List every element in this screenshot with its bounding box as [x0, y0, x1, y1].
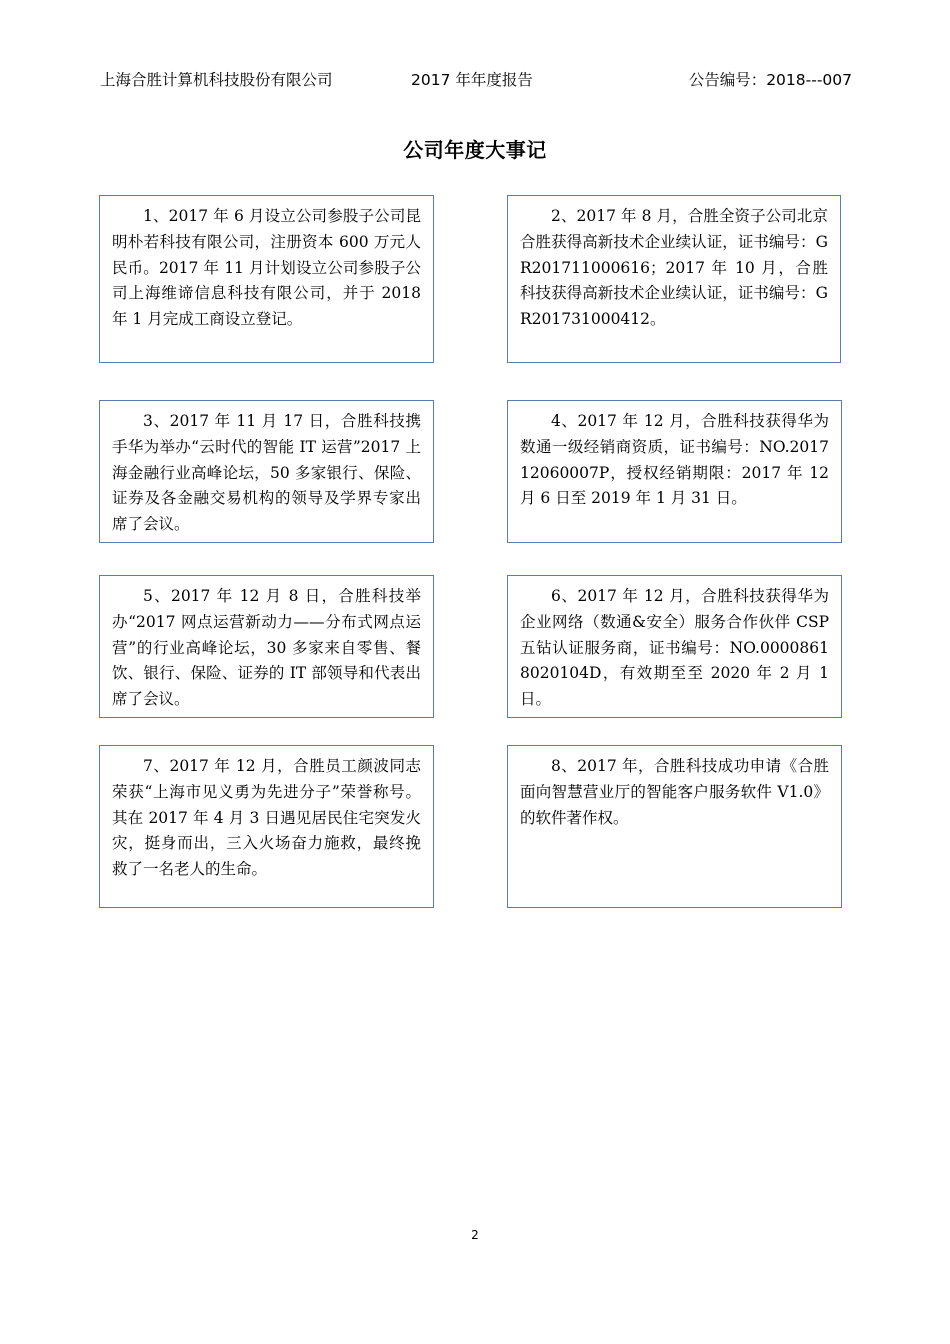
header-announcement-number: 公告编号：2018---007	[688, 71, 852, 89]
event-box-1: 1、2017 年 6 月设立公司参股子公司昆明朴若科技有限公司，注册资本 600 万元人民币。2017 年 11 月计划设立公司参股子公司上海维谛信息科技有限公司，并于 2018 年 1 月完成工商设立登记。	[99, 195, 434, 363]
header-report-title: 2017 年年度报告	[411, 71, 533, 89]
event-box-6: 6、2017 年 12 月，合胜科技获得华为企业网络（数通&安全）服务合作伙伴 CSP 五钻认证服务商，证书编号：NO.00008618020104D，有效期至至 2020 年 2 月 1 日。	[507, 575, 842, 718]
page-header	[0, 68, 950, 92]
page-title: 公司年度大事记	[403, 138, 547, 162]
page-number: 2	[471, 1228, 479, 1242]
header-company-name: 上海合胜计算机科技股份有限公司	[100, 71, 333, 89]
event-box-4: 4、2017 年 12 月，合胜科技获得华为数通一级经销商资质，证书编号：NO.201712060007P，授权经销期限：2017 年 12 月 6 日至 2019 年 1 月 31 日。	[507, 400, 842, 543]
event-box-5: 5、2017 年 12 月 8 日，合胜科技举办“2017 网点运营新动力——分布式网点运营”的行业高峰论坛，30 多家来自零售、餐饮、银行、保险、证券的 IT 部领导和代表出席了会议。	[99, 575, 434, 718]
event-box-7: 7、2017 年 12 月，合胜员工颜波同志荣获“上海市见义勇为先进分子”荣誉称号。其在 2017 年 4 月 3 日遇见居民住宅突发火灾，挺身而出，三入火场奋力施救，最终挽救了一名老人的生命。	[99, 745, 434, 908]
event-box-3: 3、2017 年 11 月 17 日，合胜科技携手华为举办“云时代的智能 IT 运营”2017 上海金融行业高峰论坛，50 多家银行、保险、证券及各金融交易机构的领导及学界专家出席了会议。	[99, 400, 434, 543]
event-box-2: 2、2017 年 8 月，合胜全资子公司北京合胜获得高新技术企业续认证，证书编号：GR201711000616；2017 年 10 月，合胜科技获得高新技术企业续认证，证书编号：GR201731000412。	[507, 195, 841, 363]
event-box-8: 8、2017 年，合胜科技成功申请《合胜面向智慧营业厅的智能客户服务软件 V1.0》的软件著作权。	[507, 745, 842, 908]
